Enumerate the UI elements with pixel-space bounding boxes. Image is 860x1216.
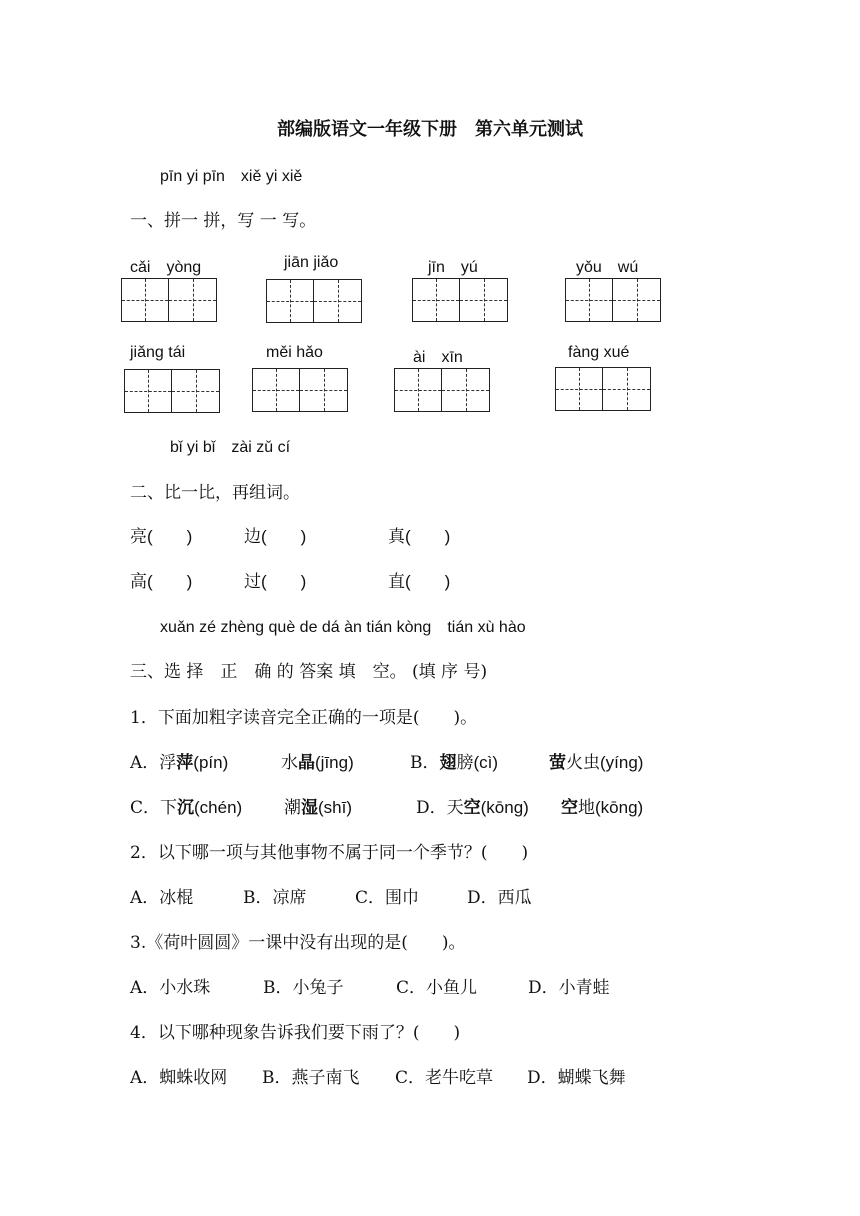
pinyin-label: fàng xué: [568, 344, 630, 361]
section1-heading: 一、拼一 拼，写 一 写。: [130, 211, 317, 231]
q2-option[interactable]: D．西瓜: [467, 888, 532, 908]
q3-option[interactable]: A．小水珠: [130, 978, 211, 998]
compare-item[interactable]: 高( ): [130, 572, 193, 592]
writing-grid[interactable]: [266, 279, 362, 323]
q1-option-b[interactable]: B．翅膀(cì): [410, 753, 499, 773]
writing-grid[interactable]: [252, 368, 348, 412]
pinyin-label: jiǎng tái: [130, 344, 186, 361]
writing-grid[interactable]: [565, 278, 661, 322]
pinyin-label: jīn yú: [428, 259, 478, 276]
compare-item[interactable]: 过( ): [244, 572, 307, 592]
q1-option-d[interactable]: D．天空(kōng): [416, 798, 529, 818]
q1-option-d-second: 空地(kōng): [561, 798, 644, 818]
question-1-stem: 1．下面加粗字读音完全正确的一项是( )。: [130, 708, 478, 728]
q1-option-c-second: 潮湿(shī): [284, 798, 352, 818]
writing-grid[interactable]: [121, 278, 217, 322]
writing-grid[interactable]: [412, 278, 508, 322]
question-2-stem: 2．以下哪一项与其他事物不属于同一个季节？( ): [130, 843, 529, 863]
q1-option-a-second: 水晶(jīng): [281, 753, 354, 773]
pinyin-label: yǒu wú: [576, 259, 639, 276]
q1-option-a[interactable]: A．浮萍(pín): [130, 753, 229, 773]
question-4-stem: 4．以下哪种现象告诉我们要下雨了？( ): [130, 1023, 461, 1043]
q3-option[interactable]: D．小青蛙: [528, 978, 610, 998]
section1-pinyin: pīn yi pīn xiě yi xiě: [160, 168, 303, 185]
pinyin-label: cǎi yòng: [130, 259, 202, 276]
q2-option[interactable]: B．凉席: [243, 888, 307, 908]
q1-option-b-second: 萤火虫(yíng): [549, 753, 644, 773]
q3-option[interactable]: B．小兔子: [263, 978, 344, 998]
writing-grid[interactable]: [394, 368, 490, 412]
q2-option[interactable]: C．围巾: [355, 888, 420, 908]
section2-heading: 二、比一比，再组词。: [130, 483, 300, 503]
q4-option[interactable]: D．蝴蝶飞舞: [527, 1068, 626, 1088]
compare-item[interactable]: 亮( ): [130, 527, 193, 547]
pinyin-label: ài xīn: [413, 349, 463, 366]
q4-option[interactable]: A．蜘蛛收网: [130, 1068, 228, 1088]
q1-option-c[interactable]: C．下沉(chén): [130, 798, 243, 818]
q2-option[interactable]: A．冰棍: [130, 888, 194, 908]
question-3-stem: 3.《荷叶圆圆》一课中没有出现的是( )。: [130, 933, 466, 953]
page-title: 部编版语文一年级下册 第六单元测试: [277, 119, 583, 139]
writing-grid[interactable]: [555, 367, 651, 411]
q4-option[interactable]: B．燕子南飞: [262, 1068, 360, 1088]
writing-grid[interactable]: [124, 369, 220, 413]
compare-item[interactable]: 直( ): [388, 572, 451, 592]
section2-pinyin: bǐ yi bǐ zài zǔ cí: [170, 439, 291, 456]
section3-heading: 三、选 择 正 确 的 答案 填 空。 (填 序 号): [130, 662, 488, 682]
section3-pinyin: xuǎn zé zhèng què de dá àn tián kòng tián xù hào: [160, 619, 526, 636]
compare-item[interactable]: 边( ): [244, 527, 307, 547]
compare-item[interactable]: 真( ): [388, 527, 451, 547]
q3-option[interactable]: C．小鱼儿: [396, 978, 478, 998]
q4-option[interactable]: C．老牛吃草: [395, 1068, 494, 1088]
pinyin-label: měi hǎo: [266, 344, 323, 361]
pinyin-label: jiān jiǎo: [284, 254, 339, 271]
